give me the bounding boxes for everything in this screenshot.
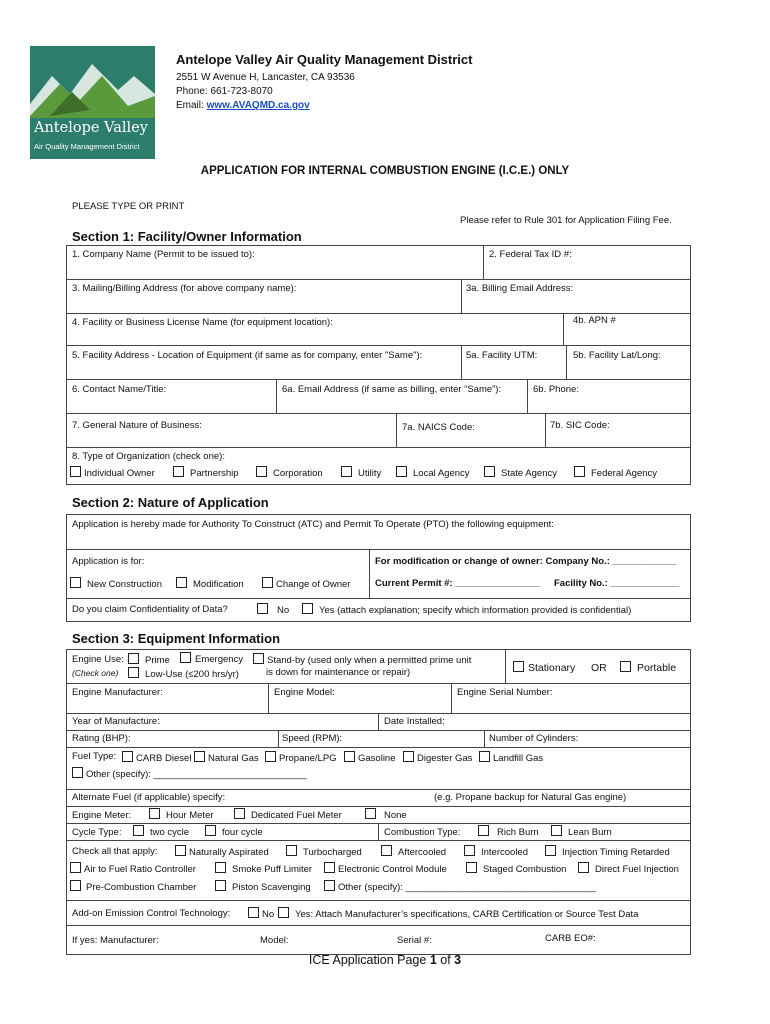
org-phone: Phone: 661-723-8070: [176, 86, 273, 97]
combustion-type-label: Combustion Type:: [384, 827, 461, 838]
facility-latlong-field[interactable]: 5b. Facility Lat/Long:: [573, 350, 661, 361]
meter-hour[interactable]: Hour Meter: [149, 808, 214, 821]
checkbox-icon[interactable]: [545, 845, 556, 856]
checkbox-icon[interactable]: [70, 466, 81, 477]
org-type-individual[interactable]: Individual Owner: [70, 466, 155, 479]
facility-name-field[interactable]: 4. Facility or Business License Name (for equipment location):: [72, 317, 333, 328]
checkbox-icon[interactable]: [551, 825, 562, 836]
engine-use-standby[interactable]: Stand-by (used only when a permitted prime unit: [253, 653, 471, 666]
engine-meter-label: Engine Meter:: [72, 810, 132, 821]
nature-of-business-field[interactable]: 7. General Nature of Business:: [72, 420, 202, 431]
opt-direct-injection[interactable]: Direct Fuel Injection: [578, 862, 679, 875]
facility-no-field[interactable]: Facility No.: _____________: [554, 578, 680, 589]
opt-piston-scavenging[interactable]: Piston Scavenging: [215, 880, 311, 893]
engine-use-label: Engine Use:: [72, 654, 124, 665]
fuel-digester-gas[interactable]: Digester Gas: [403, 751, 472, 764]
email-label: Email:: [176, 100, 207, 111]
cycle-two[interactable]: two cycle: [133, 825, 189, 838]
section1-form: [66, 245, 691, 485]
alternate-fuel-example: (e.g. Propane backup for Natural Gas engine): [434, 792, 627, 803]
opt-pre-combustion[interactable]: Pre-Combustion Chamber: [70, 880, 196, 893]
contact-email-field[interactable]: 6a. Email Address (if same as billing, enter “Same”):: [282, 384, 502, 395]
checkbox-icon[interactable]: [180, 652, 191, 663]
checkbox-icon[interactable]: [248, 907, 259, 918]
checkbox-icon[interactable]: [578, 862, 589, 873]
carb-eo-field[interactable]: CARB EO#:: [545, 933, 596, 944]
speed-rpm-field[interactable]: Speed (RPM):: [282, 733, 343, 744]
check-all-label: Check all that apply:: [72, 846, 158, 857]
facility-address-field[interactable]: 5. Facility Address - Location of Equipment (if same as for company, enter "Same"):: [72, 350, 423, 361]
addon-serial-field[interactable]: Serial #:: [397, 935, 432, 946]
meter-dedicated-fuel[interactable]: Dedicated Fuel Meter: [234, 808, 342, 821]
org-type-corporation[interactable]: Corporation: [256, 466, 323, 479]
email-link[interactable]: www.AVAQMD.ca.gov: [206, 100, 310, 111]
portable-option[interactable]: Portable: [620, 661, 676, 674]
fuel-landfill-gas[interactable]: Landfill Gas: [479, 751, 543, 764]
checkbox-icon[interactable]: [341, 466, 352, 477]
checkbox-icon[interactable]: [128, 667, 139, 678]
opt-naturally-aspirated[interactable]: Naturally Aspirated: [175, 845, 269, 858]
checkbox-icon[interactable]: [205, 825, 216, 836]
app-change-of-owner[interactable]: Change of Owner: [262, 577, 350, 590]
alternate-fuel-field[interactable]: Alternate Fuel (if applicable) specify:: [72, 792, 226, 803]
checkbox-icon[interactable]: [324, 862, 335, 873]
fuel-natural-gas[interactable]: Natural Gas: [194, 751, 259, 764]
checkbox-icon[interactable]: [194, 751, 205, 762]
fuel-gasoline[interactable]: Gasoline: [344, 751, 396, 764]
addon-yes[interactable]: Yes: Attach Manufacturer’s specifications, CARB Certification or Source Test Data: [278, 907, 638, 920]
page-footer: [0, 953, 770, 967]
opt-injection-timing[interactable]: Injection Timing Retarded: [545, 845, 670, 858]
addon-label: Add-on Emission Control Technology:: [72, 908, 231, 919]
org-address: 2551 W Avenue H, Lancaster, CA 93536: [176, 72, 355, 83]
checkbox-icon[interactable]: [513, 661, 524, 672]
checkbox-icon[interactable]: [149, 808, 160, 819]
checkbox-icon[interactable]: [381, 845, 392, 856]
checkbox-icon[interactable]: [286, 845, 297, 856]
addon-model-field[interactable]: Model:: [260, 935, 289, 946]
rule-301-note: Please refer to Rule 301 for Application Filing Fee.: [460, 215, 672, 226]
naics-code-field[interactable]: 7a. NAICS Code:: [402, 422, 475, 433]
org-email: [176, 100, 310, 111]
checkbox-icon[interactable]: [215, 880, 226, 891]
checkbox-icon[interactable]: [365, 808, 376, 819]
engine-use-prime[interactable]: Prime: [128, 653, 170, 666]
engine-use-low-use[interactable]: Low-Use (≤200 hrs/yr): [128, 667, 239, 680]
please-print-note: PLEASE TYPE OR PRINT: [72, 201, 185, 212]
section2-heading: Section 2: Nature of Application: [72, 495, 269, 510]
avaqmd-logo: [30, 46, 155, 159]
cycle-four[interactable]: four cycle: [205, 825, 263, 838]
footer-total-pages: 3: [454, 953, 462, 967]
checkbox-icon[interactable]: [278, 907, 289, 918]
org-type-state-agency[interactable]: State Agency: [484, 466, 557, 479]
checkbox-icon[interactable]: [262, 577, 273, 588]
fuel-propane[interactable]: Propane/LPG: [265, 751, 337, 764]
cycle-type-label: Cycle Type:: [72, 827, 122, 838]
confidentiality-no[interactable]: No: [257, 603, 289, 616]
logo-text-name: Antelope Valley: [34, 120, 148, 136]
checkbox-icon[interactable]: [128, 653, 139, 664]
checkbox-icon[interactable]: [234, 808, 245, 819]
engine-manufacturer-field[interactable]: Engine Manufacturer:: [72, 687, 163, 698]
checkbox-icon[interactable]: [479, 751, 490, 762]
year-of-manufacture-field[interactable]: Year of Manufacture:: [72, 716, 160, 727]
organization-type-label: 8. Type of Organization (check one):: [72, 451, 225, 462]
checkbox-icon[interactable]: [403, 751, 414, 762]
org-name: Antelope Valley Air Quality Management District: [176, 52, 473, 67]
current-permit-field[interactable]: Current Permit #: ________________: [375, 578, 540, 589]
checkbox-icon[interactable]: [133, 825, 144, 836]
fuel-carb-diesel[interactable]: CARB Diesel: [122, 751, 191, 764]
app-new-construction[interactable]: New Construction: [70, 577, 162, 590]
billing-email-field[interactable]: 3a. Billing Email Address:: [466, 283, 574, 294]
engine-model-field[interactable]: Engine Model:: [274, 687, 335, 698]
checkbox-icon[interactable]: [253, 653, 264, 664]
opt-intercooled[interactable]: Intercooled: [464, 845, 528, 858]
opt-turbocharged[interactable]: Turbocharged: [286, 845, 362, 858]
section1-heading: Section 1: Facility/Owner Information: [72, 229, 302, 244]
app-modification[interactable]: Modification: [176, 577, 244, 590]
contact-phone-field[interactable]: 6b. Phone:: [533, 384, 579, 395]
facility-utm-field[interactable]: 5a. Facility UTM:: [466, 350, 538, 361]
sic-code-field[interactable]: 7b. SIC Code:: [550, 420, 610, 431]
stationary-option[interactable]: Stationary: [513, 661, 575, 674]
application-intro: Application is hereby made for Authority To Construct (ATC) and Permit To Operate (PTO) the following equipment:: [72, 519, 554, 530]
checkbox-icon[interactable]: [175, 845, 186, 856]
checkbox-icon[interactable]: [466, 862, 477, 873]
application-title: APPLICATION FOR INTERNAL COMBUSTION ENGINE (I.C.E.) ONLY: [200, 165, 570, 177]
opt-ecm[interactable]: Electronic Control Module: [324, 862, 447, 875]
checkbox-icon[interactable]: [70, 880, 81, 891]
org-type-local-agency[interactable]: Local Agency: [396, 466, 470, 479]
checkbox-icon[interactable]: [464, 845, 475, 856]
checkbox-icon[interactable]: [396, 466, 407, 477]
federal-tax-id-field[interactable]: 2. Federal Tax ID #:: [489, 249, 572, 260]
footer-of: of: [436, 953, 455, 967]
org-type-utility[interactable]: Utility: [341, 466, 381, 479]
or-label: OR: [591, 662, 607, 674]
mailing-address-field[interactable]: 3. Mailing/Billing Address (for above company name):: [72, 283, 297, 294]
combustion-rich-burn[interactable]: Rich Burn: [478, 825, 539, 838]
checkbox-icon[interactable]: [70, 862, 81, 873]
checkbox-icon[interactable]: [478, 825, 489, 836]
confidentiality-yes[interactable]: Yes (attach explanation; specify which information provided is confidential): [302, 603, 631, 616]
meter-none[interactable]: None: [365, 808, 407, 821]
checkbox-icon[interactable]: [324, 880, 335, 891]
addon-manufacturer-field[interactable]: If yes: Manufacturer:: [72, 935, 159, 946]
combustion-lean-burn[interactable]: Lean Burn: [551, 825, 612, 838]
checkbox-icon[interactable]: [484, 466, 495, 477]
checkbox-icon[interactable]: [256, 466, 267, 477]
fuel-type-label: Fuel Type:: [72, 751, 117, 762]
opt-air-fuel-ratio[interactable]: Air to Fuel Ratio Controller: [70, 862, 196, 875]
rating-bhp-field[interactable]: Rating (BHP):: [72, 733, 131, 744]
company-no-field[interactable]: For modification or change of owner: Company No.: ____________: [375, 556, 676, 567]
application-for-label: Application is for:: [72, 556, 145, 567]
engine-use-emergency[interactable]: Emergency: [180, 652, 243, 665]
check-one-note: (Check one): [72, 668, 119, 678]
addon-no[interactable]: No: [248, 907, 274, 920]
opt-other-specify[interactable]: Other (specify): ____________________________________: [324, 880, 596, 893]
org-type-partnership[interactable]: Partnership: [173, 466, 239, 479]
opt-staged-combustion[interactable]: Staged Combustion: [466, 862, 566, 875]
checkbox-icon[interactable]: [344, 751, 355, 762]
checkbox-icon[interactable]: [176, 577, 187, 588]
section3-heading: Section 3: Equipment Information: [72, 631, 281, 646]
checkbox-icon[interactable]: [265, 751, 276, 762]
checkbox-icon[interactable]: [72, 767, 83, 778]
apn-field[interactable]: 4b. APN #: [573, 315, 616, 326]
checkbox-icon[interactable]: [574, 466, 585, 477]
checkbox-icon[interactable]: [215, 862, 226, 873]
checkbox-icon[interactable]: [257, 603, 268, 614]
opt-aftercooled[interactable]: Aftercooled: [381, 845, 446, 858]
confidentiality-label: Do you claim Confidentiality of Data?: [72, 604, 228, 615]
footer-page-number: 1: [429, 953, 437, 967]
checkbox-icon[interactable]: [173, 466, 184, 477]
opt-smoke-puff[interactable]: Smoke Puff Limiter: [215, 862, 312, 875]
org-type-federal-agency[interactable]: Federal Agency: [574, 466, 657, 479]
date-installed-field[interactable]: Date Installed:: [384, 716, 445, 727]
logo-text-district: Air Quality Management District: [34, 142, 140, 151]
fuel-other[interactable]: Other (specify): _____________________________: [72, 767, 307, 780]
checkbox-icon[interactable]: [70, 577, 81, 588]
standby-description: is down for maintenance or repair): [266, 667, 411, 678]
footer-label: ICE Application Page: [308, 953, 430, 967]
checkbox-icon[interactable]: [620, 661, 631, 672]
engine-serial-field[interactable]: Engine Serial Number:: [457, 687, 553, 698]
contact-name-field[interactable]: 6. Contact Name/Title:: [72, 384, 167, 395]
cylinders-field[interactable]: Number of Cylinders:: [489, 733, 579, 744]
checkbox-icon[interactable]: [302, 603, 313, 614]
company-name-field[interactable]: 1. Company Name (Permit to be issued to):: [72, 249, 255, 260]
checkbox-icon[interactable]: [122, 751, 133, 762]
